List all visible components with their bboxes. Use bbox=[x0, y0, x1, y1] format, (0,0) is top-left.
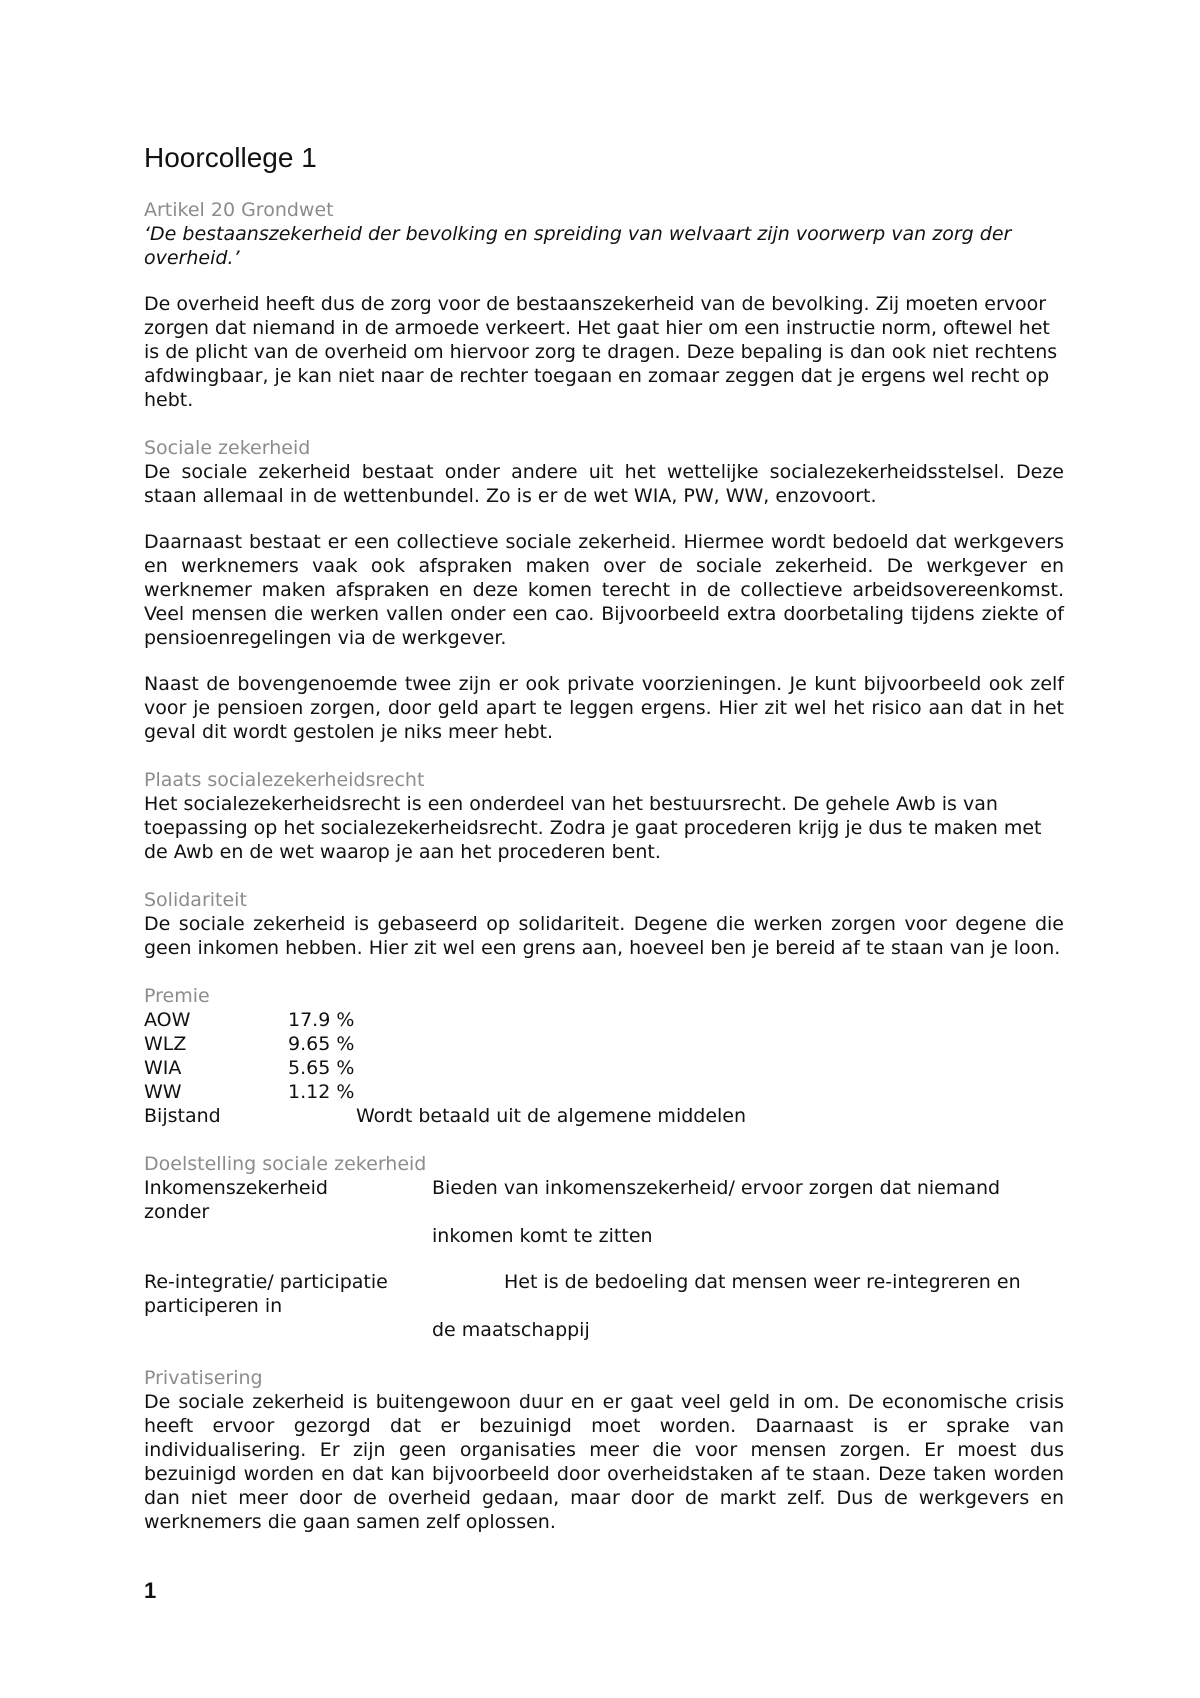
section-privatisering bbox=[144, 1366, 1064, 1534]
section-heading: Plaats socialezekerheidsrecht bbox=[144, 769, 425, 791]
premie-row-bijstand bbox=[144, 1104, 1064, 1128]
section-artikel-20 bbox=[144, 198, 1064, 412]
paragraph: De sociale zekerheid is gebaseerd op solidariteit. Degene die werken zorgen voor degene die geen inkomen hebben. Hier zit wel een grens aan, hoeveel ben je bereid af te staan van je loon. bbox=[144, 913, 1064, 959]
paragraph: De overheid heeft dus de zorg voor de bestaanszekerheid van de bevolking. Zij moeten ervoor zorgen dat niemand in de armoede verkeert. Het gaat hier om een instructie norm, oftewel het is de plicht van de overheid om hiervoor zorg te dragen. Deze bepaling is dan ook niet rechtens afdwingbaar, je kan niet naar de rechter toegaan en zomaar zeggen dat je ergens wel recht op hebt. bbox=[144, 293, 1058, 411]
goal-wrap: zonder bbox=[144, 1201, 210, 1223]
section-heading: Sociale zekerheid bbox=[144, 437, 311, 459]
premie-name: AOW bbox=[144, 1009, 191, 1031]
section-sociale-zekerheid bbox=[144, 436, 1064, 744]
paragraph: De sociale zekerheid bestaat onder andere uit het wettelijke socialezekerheidsstelsel. Deze staan allemaal in de wettenbundel. Zo is er de wet WIA, PW, WW, enzovoort. bbox=[144, 461, 1064, 507]
premie-row bbox=[144, 1080, 1064, 1104]
section-doelstelling bbox=[144, 1152, 1064, 1342]
paragraph: Daarnaast bestaat er een collectieve sociale zekerheid. Hiermee wordt bedoeld dat werkgevers en werknemers vaak ook afspraken maken over de sociale zekerheid. De werkgever en werknemer maken afspraken en deze komen terecht in de collectieve arbeidsovereenkomst. Veel mensen die werken vallen onder een cao. Bijvoorbeeld extra doorbetaling tijdens ziekte of pensioenregelingen via de werkgever. bbox=[144, 531, 1064, 649]
premie-row bbox=[144, 1008, 1064, 1032]
premie-name: WW bbox=[144, 1081, 182, 1103]
grondwet-quote: ‘De bestaanszekerheid der bevolking en spreiding van welvaart zijn voorwerp van zorg der overheid.’ bbox=[144, 223, 1012, 269]
page-content bbox=[144, 142, 1064, 1534]
premie-name: WIA bbox=[144, 1057, 182, 1079]
goal-text: Bieden van inkomenszekerheid/ ervoor zorgen dat niemand bbox=[432, 1177, 1001, 1199]
goal-wrap: participeren in bbox=[144, 1295, 283, 1317]
paragraph: Naast de bovengenoemde twee zijn er ook private voorzieningen. Je kunt bijvoorbeeld ook zelf voor je pensioen zorgen, door geld apart te leggen ergens. Hier zit wel het risico aan dat in het geval dit wordt gestolen je niks meer hebt. bbox=[144, 673, 1064, 743]
goal-label: Re-integratie/ participatie bbox=[144, 1271, 388, 1293]
premie-name: WLZ bbox=[144, 1033, 187, 1055]
premie-note: Wordt betaald uit de algemene middelen bbox=[356, 1105, 747, 1127]
section-premie bbox=[144, 984, 1064, 1128]
premie-value: 17.9 % bbox=[288, 1009, 355, 1031]
paragraph: De sociale zekerheid is buitengewoon duur en er gaat veel geld in om. De economische crisis heeft ervoor gezorgd dat er bezuinigd moet worden. Daarnaast is er sprake van individualisering. Er zijn geen organisaties meer die voor mensen zorgen. Er moest dus bezuinigd worden en dat kan bijvoorbeeld door overheidstaken af te staan. Deze taken worden dan niet meer door de overheid gedaan, maar door de markt zelf. Dus de werkgevers en werknemers die gaan samen zelf oplossen. bbox=[144, 1391, 1064, 1533]
goal-text-cont: inkomen komt te zitten bbox=[432, 1225, 653, 1247]
document-title: Hoorcollege 1 bbox=[144, 142, 317, 173]
section-heading: Solidariteit bbox=[144, 889, 247, 911]
page-number: 1 bbox=[144, 1578, 157, 1603]
goal-line bbox=[144, 1270, 1064, 1294]
premie-value: 1.12 % bbox=[288, 1081, 355, 1103]
premie-name: Bijstand bbox=[144, 1105, 221, 1127]
section-heading: Doelstelling sociale zekerheid bbox=[144, 1153, 427, 1175]
section-plaats bbox=[144, 768, 1064, 864]
section-heading: Artikel 20 Grondwet bbox=[144, 199, 334, 221]
goal-text: Het is de bedoeling dat mensen weer re-integreren en bbox=[504, 1271, 1021, 1293]
section-heading: Privatisering bbox=[144, 1367, 263, 1389]
premie-row bbox=[144, 1032, 1064, 1056]
premie-row bbox=[144, 1056, 1064, 1080]
paragraph: Het socialezekerheidsrecht is een onderdeel van het bestuursrecht. De gehele Awb is van toepassing op het socialezekerheidsrecht. Zodra je gaat procederen krijg je dus te maken met de Awb en de wet waarop je aan het procederen bent. bbox=[144, 793, 1042, 863]
premie-value: 9.65 % bbox=[288, 1033, 355, 1055]
premie-value: 5.65 % bbox=[288, 1057, 355, 1079]
section-heading: Premie bbox=[144, 985, 210, 1007]
section-solidariteit bbox=[144, 888, 1064, 960]
goal-line bbox=[144, 1176, 1064, 1200]
goal-label: Inkomenszekerheid bbox=[144, 1177, 328, 1199]
goal-text-cont: de maatschappij bbox=[432, 1319, 590, 1341]
